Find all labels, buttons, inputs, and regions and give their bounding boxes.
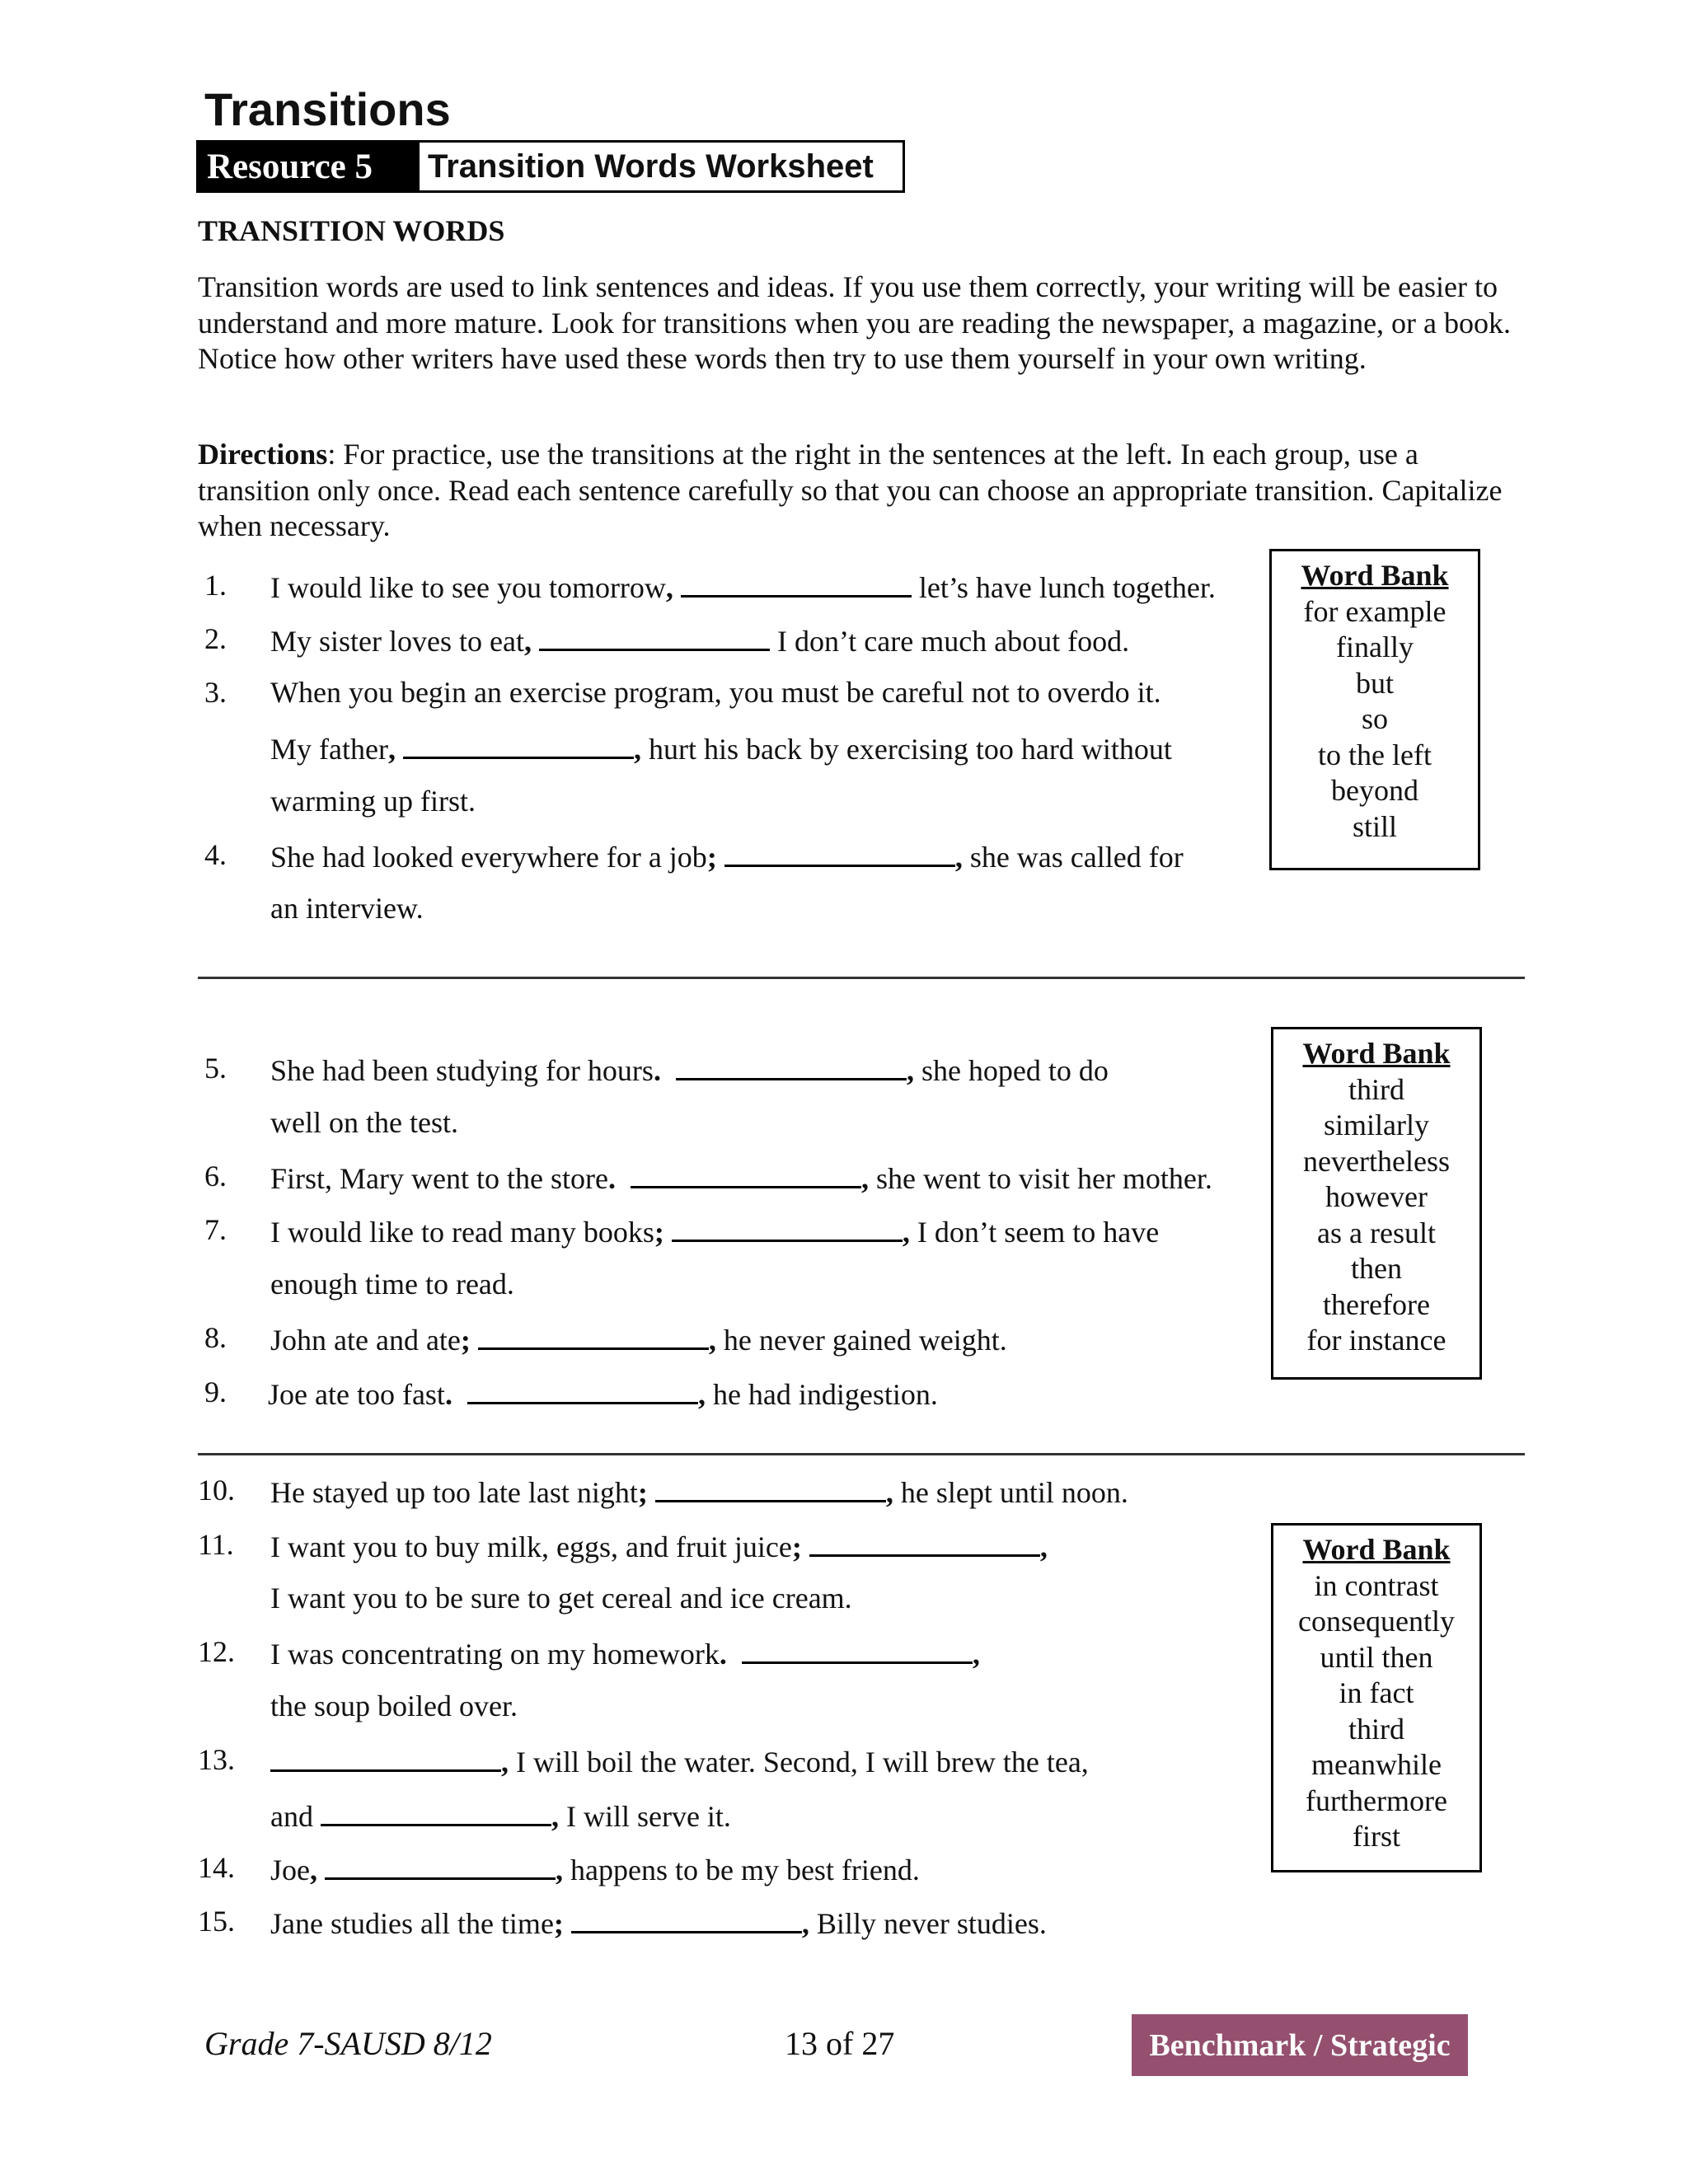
answer-blank[interactable] [321, 1796, 551, 1826]
item-4-line-2: an interview. [270, 892, 424, 925]
punctuation: , [697, 1378, 706, 1411]
word-bank-item: third [1348, 1072, 1404, 1106]
item-number: 5. [204, 1052, 227, 1085]
punctuation: , [501, 1746, 509, 1779]
word-bank-item: nevertheless [1303, 1144, 1450, 1178]
word-bank-item: similarly [1324, 1108, 1429, 1141]
word-bank-item: until then [1320, 1640, 1433, 1674]
item-text: Joe [270, 1854, 310, 1886]
punctuation: , [523, 625, 532, 658]
answer-blank[interactable] [655, 1472, 886, 1502]
item-number: 10. [198, 1474, 235, 1507]
item-text: he slept until noon. [893, 1476, 1128, 1509]
punctuation: , [310, 1854, 317, 1886]
page-title: Transitions [204, 83, 451, 135]
item-text: let’s have lunch together. [911, 571, 1216, 604]
item-6 [270, 1158, 1212, 1197]
section-heading: TRANSITION WORDS [198, 214, 505, 247]
item-text: I would like to read many books [270, 1216, 654, 1249]
item-number: 14. [198, 1851, 235, 1884]
answer-blank[interactable] [681, 567, 912, 598]
item-number: 6. [204, 1160, 227, 1193]
item-text: he never gained weight. [715, 1324, 1007, 1357]
item-text: hurt his back by exercising too hard without [640, 733, 1172, 766]
punctuation: , [860, 1162, 869, 1195]
item-text: she hoped to do [913, 1054, 1109, 1087]
footer-page-number: 13 of 27 [785, 2025, 895, 2062]
word-bank-2 [1271, 1027, 1482, 1380]
item-5 [270, 1050, 1109, 1089]
punctuation: ; [706, 841, 717, 874]
punctuation: ; [654, 1216, 664, 1249]
item-number: 4. [204, 838, 227, 871]
punctuation: , [954, 841, 963, 874]
word-bank-item: then [1351, 1252, 1402, 1285]
item-text: He stayed up too late last night [270, 1476, 638, 1509]
punctuation: , [633, 733, 641, 766]
punctuation: . [653, 1054, 661, 1087]
footer-grade: Grade 7-SAUSD 8/12 [204, 2025, 492, 2062]
item-text: Jane studies all the time [270, 1907, 554, 1940]
word-bank-1 [1269, 549, 1480, 870]
item-3-line-1: When you begin an exercise program, you must be careful not to overdo it. [270, 676, 1161, 709]
item-text: My father [270, 733, 388, 766]
intro-paragraph: Transition words are used to link sentences and ideas. If you use them correctly, your writing will be easier to understand and more mature. Look for transitions when you are reading the newspaper, a magazine, or a book. Notice how other writers have used these words then try to use them yourself in your own writing. [198, 270, 1512, 375]
resource-header [196, 140, 905, 193]
item-7-line-2: enough time to read. [270, 1268, 514, 1301]
word-bank-title: Word Bank [1302, 1037, 1451, 1070]
directions-text: : For practice, use the transitions at the right in the sentences at the left. In each group, use a transition only once. Read each sentence carefully so that you can choose an appropriate transition. Capitalize when necessary. [198, 438, 1503, 542]
word-bank-item: but [1355, 666, 1394, 700]
word-bank-item: as a result [1317, 1216, 1436, 1249]
word-bank-item: meanwhile [1311, 1748, 1442, 1781]
punctuation: ; [637, 1476, 648, 1509]
item-number: 15. [198, 1905, 235, 1938]
word-bank-item: therefore [1323, 1287, 1430, 1321]
answer-blank[interactable] [467, 1374, 698, 1404]
answer-blank[interactable] [809, 1526, 1040, 1557]
punctuation: ; [791, 1530, 802, 1563]
item-text: She had been studying for hours [270, 1054, 654, 1087]
item-number: 2. [204, 622, 227, 655]
item-text: I will boil the water. Second, I will brew the tea, [509, 1746, 1089, 1779]
item-11-line-2: I want you to be sure to get cereal and ice cream. [270, 1582, 852, 1615]
punctuation: , [885, 1476, 893, 1509]
item-8 [270, 1319, 1007, 1358]
directions-paragraph [198, 437, 1533, 545]
item-text: I would like to see you tomorrow [270, 571, 666, 604]
word-bank-title: Word Bank [1302, 1533, 1451, 1566]
word-bank-item: so [1361, 702, 1388, 735]
punctuation: , [801, 1907, 809, 1940]
item-text: she was called for [962, 841, 1184, 874]
word-bank-item: to the left [1318, 738, 1432, 771]
item-text: She had looked everywhere for a job [270, 841, 707, 874]
item-text: and [270, 1800, 313, 1833]
item-number: 9. [204, 1376, 227, 1408]
item-text: I don’t care much about food. [769, 625, 1130, 658]
item-14 [270, 1849, 920, 1888]
word-bank-item: for example [1303, 594, 1447, 628]
answer-blank[interactable] [742, 1633, 973, 1664]
punctuation: ; [460, 1324, 471, 1357]
word-bank-item: first [1353, 1820, 1400, 1853]
answer-blank[interactable] [672, 1212, 903, 1242]
item-4 [270, 837, 1184, 875]
item-1 [270, 567, 1216, 606]
directions-label: Directions [198, 438, 328, 471]
item-text: I was concentrating on my homework [270, 1638, 720, 1671]
item-number: 3. [204, 676, 227, 709]
punctuation: , [972, 1638, 980, 1671]
item-text: I don’t seem to have [909, 1216, 1160, 1249]
answer-blank[interactable] [631, 1158, 861, 1188]
answer-blank[interactable] [478, 1319, 709, 1350]
item-text: John ate and ate [270, 1324, 461, 1357]
punctuation: , [708, 1324, 716, 1357]
answer-blank[interactable] [539, 621, 770, 651]
item-3-line-3: warming up first. [270, 785, 476, 818]
item-number: 7. [204, 1213, 227, 1246]
item-13-line-2 [270, 1796, 731, 1835]
footer-level-badge: Benchmark / Strategic [1132, 2014, 1468, 2076]
item-text: he had indigestion. [705, 1378, 938, 1411]
word-bank-item: third [1348, 1712, 1404, 1746]
word-bank-item: however [1325, 1180, 1428, 1213]
word-bank-item: consequently [1298, 1605, 1455, 1638]
item-3-line-2 [270, 729, 1172, 767]
item-13 [270, 1741, 1089, 1780]
resource-tag: Resource 5 [199, 143, 420, 190]
word-bank-3 [1271, 1523, 1482, 1872]
item-text: I will serve it. [558, 1800, 731, 1833]
item-text: First, Mary went to the store [270, 1162, 608, 1195]
item-number: 11. [198, 1528, 234, 1561]
item-text: happens to be my best friend. [563, 1854, 920, 1886]
item-15 [270, 1903, 1047, 1942]
punctuation: , [902, 1216, 910, 1249]
punctuation: , [387, 733, 396, 766]
item-number: 8. [204, 1321, 227, 1354]
resource-name: Transition Words Worksheet [428, 148, 874, 185]
word-bank-item: in contrast [1314, 1568, 1439, 1602]
word-bank-item: furthermore [1306, 1783, 1447, 1817]
answer-blank[interactable] [676, 1050, 907, 1080]
item-number: 13. [198, 1743, 235, 1776]
punctuation: ; [553, 1907, 564, 1940]
punctuation: , [551, 1800, 559, 1833]
answer-blank[interactable] [724, 837, 955, 867]
answer-blank[interactable] [403, 729, 634, 759]
item-text: My sister loves to eat [270, 625, 524, 658]
word-bank-item: finally [1336, 630, 1414, 663]
answer-blank[interactable] [325, 1849, 556, 1880]
answer-blank[interactable] [571, 1903, 802, 1933]
word-bank-item: in fact [1339, 1676, 1414, 1709]
punctuation: , [906, 1054, 914, 1087]
item-text: I want you to buy milk, eggs, and fruit juice [270, 1530, 792, 1563]
word-bank-item: still [1352, 809, 1398, 843]
punctuation: . [607, 1162, 616, 1195]
section-divider [198, 1453, 1525, 1455]
item-12-line-2: the soup boiled over. [270, 1690, 518, 1722]
item-text: she went to visit her mother. [868, 1162, 1212, 1195]
punctuation: . [444, 1378, 452, 1411]
punctuation: . [719, 1638, 727, 1671]
item-5-line-2: well on the test. [270, 1106, 458, 1139]
word-bank-item: for instance [1306, 1324, 1447, 1357]
punctuation: , [556, 1854, 563, 1886]
item-number: 12. [198, 1635, 235, 1668]
section-divider [198, 977, 1525, 979]
punctuation: , [1039, 1530, 1048, 1563]
punctuation: , [665, 571, 673, 604]
item-10 [270, 1472, 1128, 1511]
item-12 [270, 1633, 980, 1672]
word-bank-title: Word Bank [1301, 559, 1449, 592]
answer-blank[interactable] [270, 1741, 501, 1772]
item-7 [270, 1212, 1159, 1250]
item-text: Joe ate too fast [268, 1378, 445, 1411]
word-bank-item: beyond [1331, 774, 1418, 807]
item-2 [270, 621, 1129, 659]
item-number: 1. [204, 569, 227, 602]
item-11 [270, 1526, 1048, 1565]
item-text: Billy never studies. [809, 1907, 1047, 1940]
item-9 [268, 1374, 938, 1413]
